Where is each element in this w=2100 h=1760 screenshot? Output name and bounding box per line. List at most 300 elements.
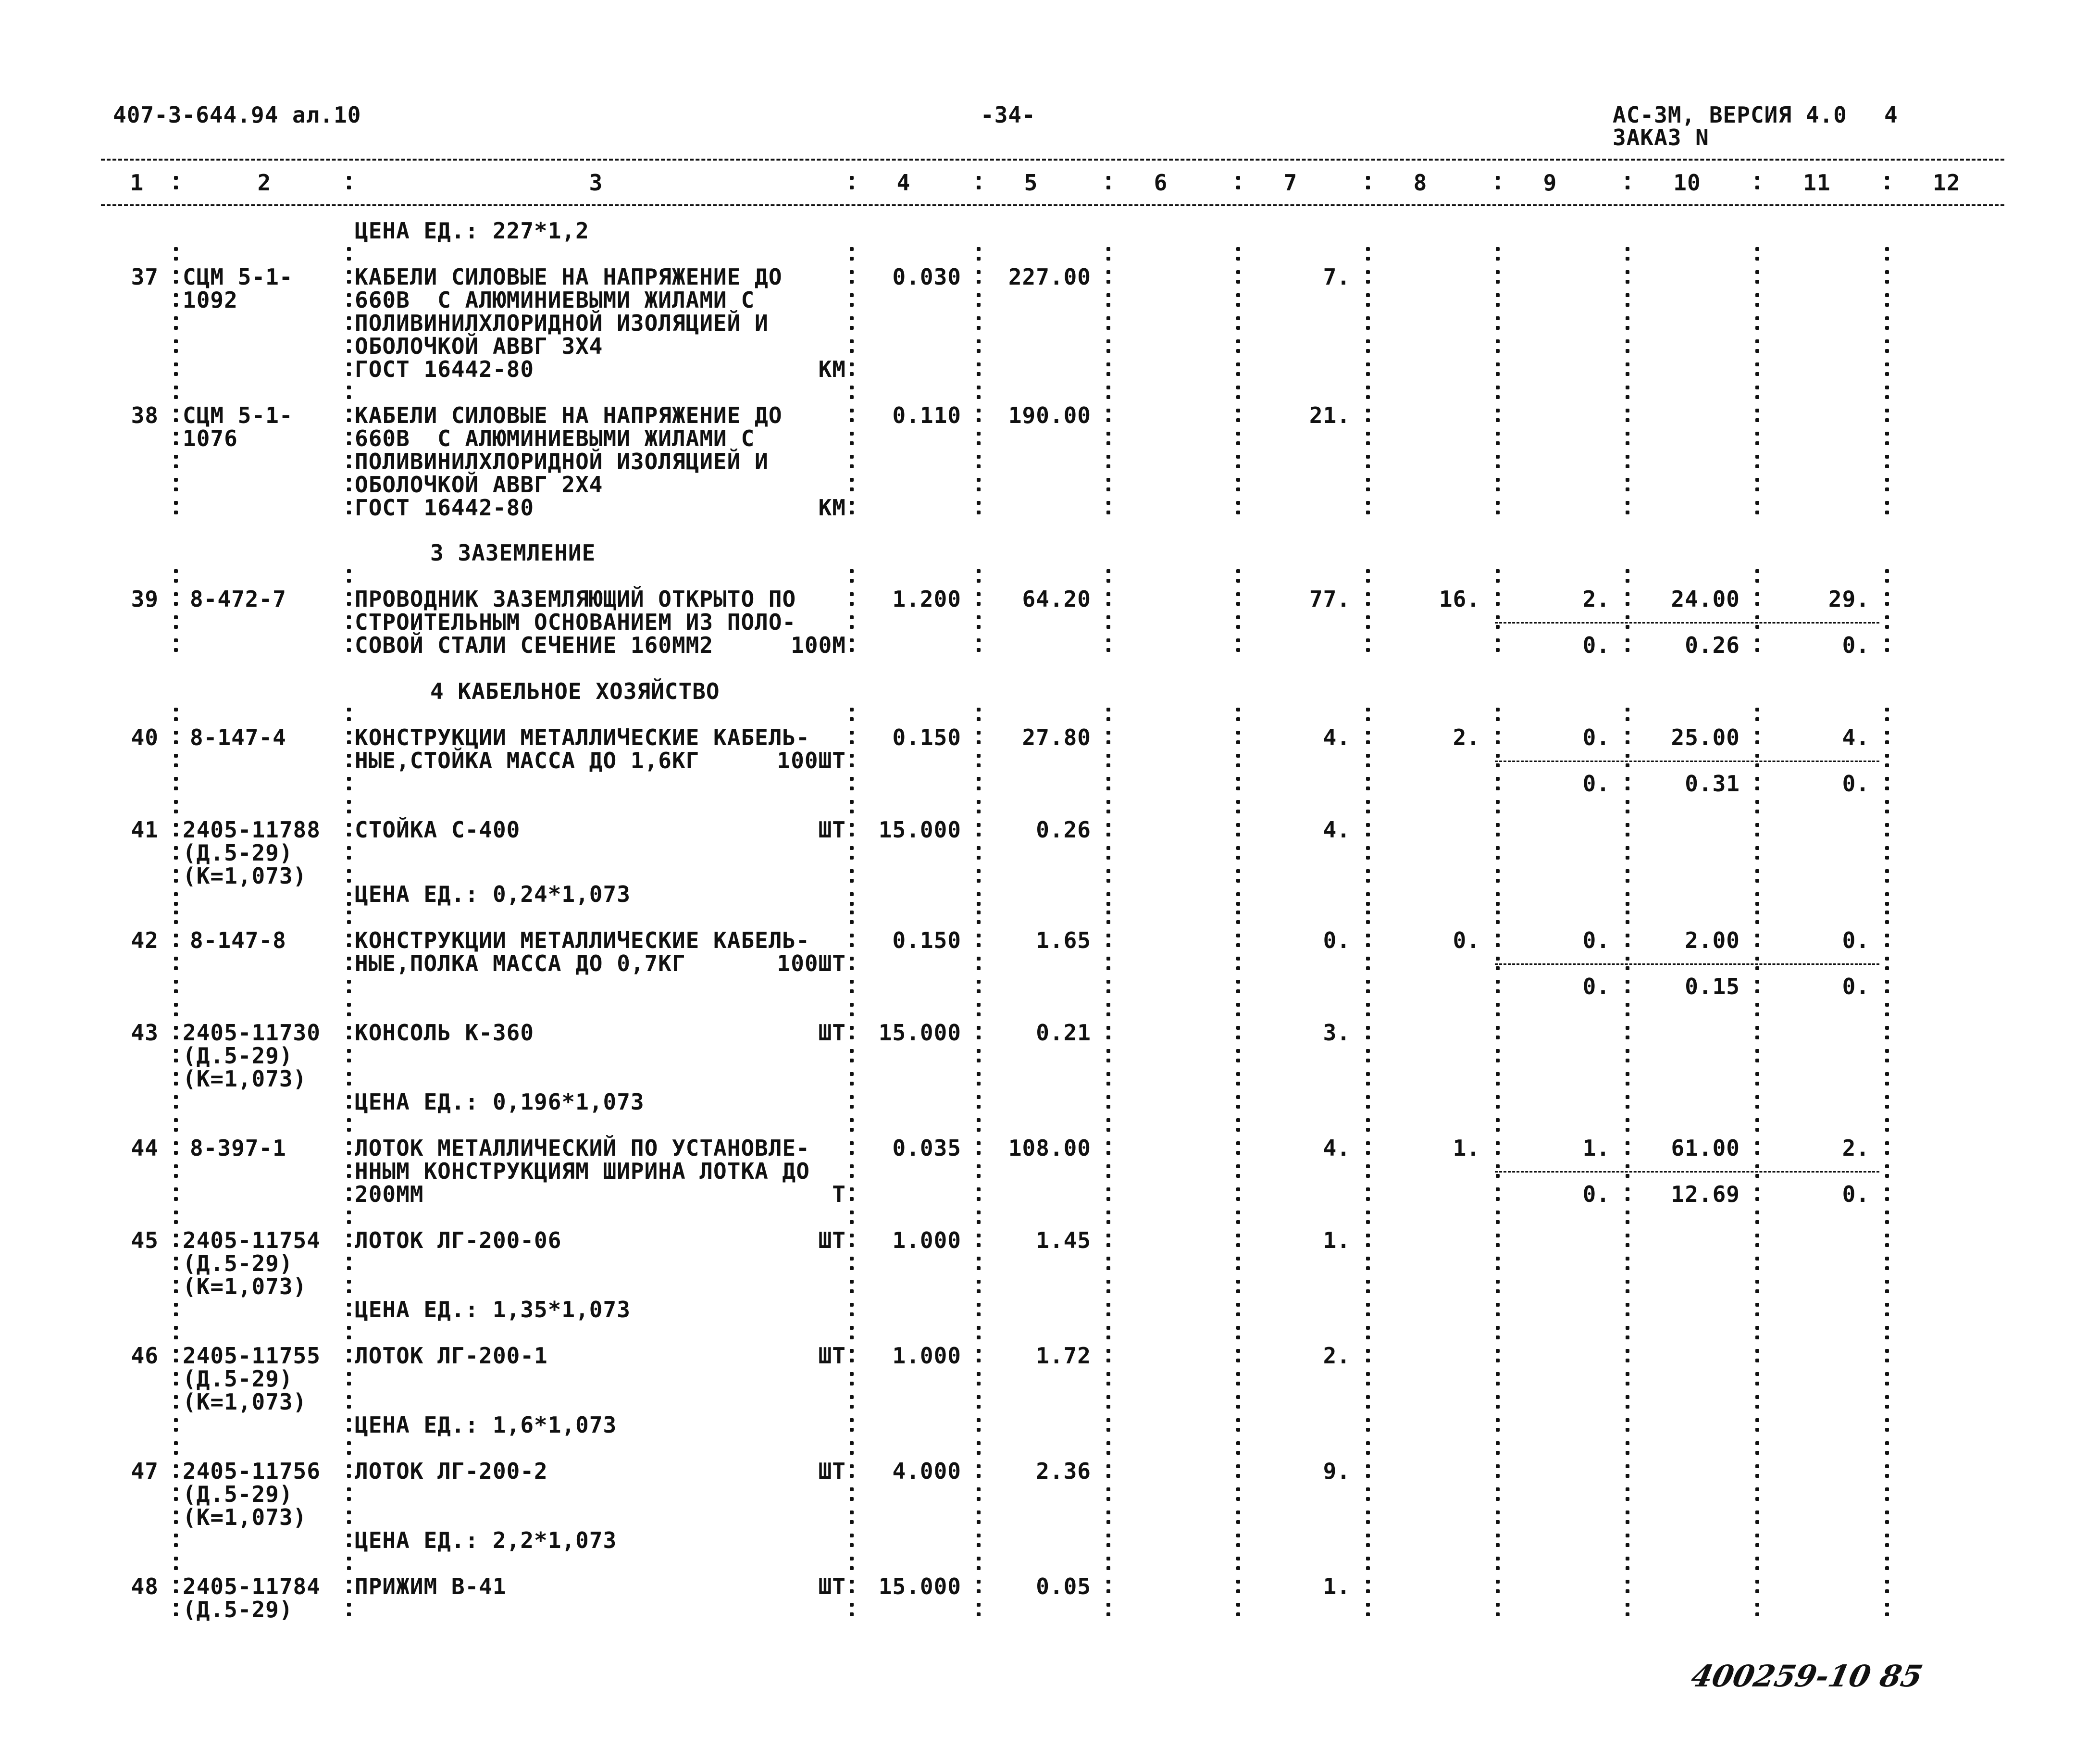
column-separator	[977, 288, 981, 312]
row-code: 1092	[183, 287, 238, 313]
column-separator	[174, 1252, 178, 1275]
column-separator	[1366, 242, 1370, 265]
cell-c7: 1.	[1323, 1573, 1351, 1599]
column-separator	[347, 818, 351, 841]
column-separator	[1755, 1298, 1759, 1321]
column-separator	[977, 1460, 981, 1483]
column-separator	[1106, 288, 1110, 312]
column-separator	[1236, 998, 1240, 1021]
column-separator	[1366, 1529, 1370, 1552]
header-rule-bottom	[101, 204, 2004, 206]
column-separator	[174, 1160, 178, 1183]
column-separator	[1496, 929, 1500, 952]
cell-c4: 1.000	[892, 1227, 961, 1253]
column-separator	[1496, 1413, 1500, 1436]
column-separator	[1236, 450, 1240, 473]
column-separator	[1626, 1090, 1629, 1113]
col-10: 10	[1673, 170, 1701, 196]
column-separator	[1496, 1460, 1500, 1483]
col-9: 9	[1543, 170, 1557, 196]
cell-c10-sub: 0.15	[1685, 974, 1740, 999]
row-description: СТОЙКА С-400	[355, 817, 521, 843]
row-number: 41	[131, 817, 159, 843]
column-separator	[1106, 1136, 1110, 1160]
column-separator	[1106, 335, 1110, 358]
column-separator	[1366, 288, 1370, 312]
column-separator	[1496, 772, 1500, 795]
row-code: (Д.5-29)	[183, 1597, 293, 1623]
cell-c7: 4.	[1323, 724, 1351, 750]
column-separator	[1366, 564, 1370, 587]
cell-c11-sub: 0.	[1842, 1181, 1870, 1207]
row-unit: ШТ	[818, 1343, 846, 1369]
row-number: 48	[131, 1573, 159, 1599]
column-separator	[1626, 818, 1629, 841]
cell-c7: 21.	[1309, 402, 1351, 428]
column-separator	[347, 265, 351, 288]
column-separator	[1755, 726, 1759, 749]
column-separator	[977, 906, 981, 929]
column-separator	[1496, 1183, 1500, 1206]
column-separator	[1755, 634, 1759, 657]
column-separator	[1366, 335, 1370, 358]
column-separator	[1366, 952, 1370, 975]
row-code: 2405-11755	[183, 1343, 321, 1369]
column-separator	[1496, 450, 1500, 473]
column-separator	[1106, 611, 1110, 634]
row-code: 8-472-7	[190, 586, 286, 612]
column-separator	[977, 1506, 981, 1529]
column-separator	[1236, 564, 1240, 587]
column-separator	[347, 1136, 351, 1160]
column-separator	[1106, 749, 1110, 772]
column-separator	[1496, 1436, 1500, 1460]
cell-c7: 4.	[1323, 1135, 1351, 1161]
cell-c4: 0.150	[892, 724, 961, 750]
column-separator	[1236, 381, 1240, 404]
column-separator	[174, 772, 178, 795]
column-separator	[1236, 404, 1240, 427]
column-separator	[1106, 1183, 1110, 1206]
column-separator	[174, 1090, 178, 1113]
cell-c5: 190.00	[1008, 402, 1091, 428]
column-separator	[850, 1367, 854, 1390]
column-separator	[1626, 998, 1629, 1021]
column-separator	[977, 1552, 981, 1575]
column-separator	[1106, 1090, 1110, 1113]
cell-c7: 7.	[1323, 264, 1351, 290]
cell-c11-sub: 0.	[1842, 632, 1870, 658]
column-separator	[1626, 634, 1629, 657]
column-separator	[1885, 634, 1889, 657]
column-separator	[1366, 1183, 1370, 1206]
column-separator	[850, 496, 854, 519]
column-separator	[1755, 1183, 1759, 1206]
column-separator	[1755, 818, 1759, 841]
cell-c5: 2.36	[1036, 1458, 1091, 1484]
column-separator	[1106, 1598, 1110, 1621]
column-separator	[1106, 975, 1110, 998]
column-separator	[977, 1436, 981, 1460]
column-separator	[174, 404, 178, 427]
column-separator	[1236, 611, 1240, 634]
column-separator	[347, 1206, 351, 1229]
column-separator	[1366, 906, 1370, 929]
column-separator	[1496, 242, 1500, 265]
row-code: (Д.5-29)	[183, 1481, 293, 1507]
column-separator	[850, 1067, 854, 1090]
column-separator	[1106, 1390, 1110, 1413]
column-separator	[850, 473, 854, 496]
column-separator	[1496, 312, 1500, 335]
column-separator	[347, 587, 351, 611]
column-separator	[174, 1506, 178, 1529]
column-separator	[174, 841, 178, 864]
column-separator	[174, 1483, 178, 1506]
column-separator	[1236, 1229, 1240, 1252]
column-separator	[1236, 1460, 1240, 1483]
price-line: ЦЕНА ЕД.: 0,24*1,073	[355, 881, 631, 907]
column-separator	[977, 265, 981, 288]
column-separator	[174, 726, 178, 749]
row-unit: 100М	[791, 632, 846, 658]
column-separator	[347, 381, 351, 404]
column-separator	[1236, 427, 1240, 450]
column-separator	[977, 1229, 981, 1252]
column-separator	[850, 864, 854, 887]
column-separator	[1626, 312, 1629, 335]
column-separator	[850, 1575, 854, 1598]
column-separator	[347, 726, 351, 749]
column-separator	[977, 772, 981, 795]
column-separator	[1885, 906, 1889, 929]
row-code: (К=1,073)	[183, 1504, 307, 1530]
cell-c11: 2.	[1842, 1135, 1870, 1161]
column-separator	[1496, 1575, 1500, 1598]
column-separator	[850, 1506, 854, 1529]
row-number: 38	[131, 402, 159, 428]
column-separator	[850, 427, 854, 450]
column-separator	[1236, 1506, 1240, 1529]
column-separator	[1106, 358, 1110, 381]
column-separator	[347, 564, 351, 587]
column-separator	[1755, 998, 1759, 1021]
column-separator	[1236, 841, 1240, 864]
row-code: 2405-11730	[183, 1020, 321, 1046]
column-separator	[1496, 975, 1500, 998]
column-separator	[850, 171, 854, 194]
column-separator	[850, 1136, 854, 1160]
column-separator	[1755, 358, 1759, 381]
column-separator	[1106, 242, 1110, 265]
column-separator	[1885, 749, 1889, 772]
column-separator	[1755, 795, 1759, 818]
column-separator	[1626, 242, 1629, 265]
column-separator	[850, 818, 854, 841]
column-separator	[850, 1483, 854, 1506]
cell-c10: 61.00	[1671, 1135, 1740, 1161]
column-separator	[1626, 1390, 1629, 1413]
row-description: ОБОЛОЧКОЙ АВВГ 2Х4	[355, 472, 603, 498]
column-separator	[347, 1506, 351, 1529]
column-separator	[850, 975, 854, 998]
cell-c4: 0.110	[892, 402, 961, 428]
column-separator	[850, 703, 854, 726]
column-separator	[1106, 952, 1110, 975]
column-separator	[850, 1598, 854, 1621]
column-separator	[1366, 726, 1370, 749]
cell-c11: 29.	[1828, 586, 1870, 612]
column-separator	[1885, 312, 1889, 335]
column-separator	[174, 335, 178, 358]
column-separator	[347, 795, 351, 818]
column-separator	[1885, 381, 1889, 404]
column-separator	[347, 1090, 351, 1113]
row-description: НЫЕ,СТОЙКА МАССА ДО 1,6КГ	[355, 748, 700, 774]
column-separator	[1626, 1113, 1629, 1136]
column-separator	[1755, 335, 1759, 358]
column-separator	[1626, 952, 1629, 975]
column-separator	[850, 587, 854, 611]
column-separator	[1106, 1021, 1110, 1044]
column-separator	[1626, 1206, 1629, 1229]
column-separator	[850, 1206, 854, 1229]
column-separator	[1885, 818, 1889, 841]
column-separator	[1106, 634, 1110, 657]
column-separator	[1626, 1483, 1629, 1506]
column-separator	[347, 864, 351, 887]
column-separator	[1106, 818, 1110, 841]
row-description: ПОЛИВИНИЛХЛОРИДНОЙ ИЗОЛЯЦИЕЙ И	[355, 449, 769, 474]
column-separator	[174, 1021, 178, 1044]
column-separator	[1236, 1136, 1240, 1160]
column-separator	[1496, 1552, 1500, 1575]
column-separator	[1755, 312, 1759, 335]
column-separator	[347, 496, 351, 519]
cell-c5: 27.80	[1022, 724, 1091, 750]
column-separator	[1236, 1483, 1240, 1506]
column-separator	[977, 1575, 981, 1598]
row-description: НЫЕ,ПОЛКА МАССА ДО 0,7КГ	[355, 950, 686, 976]
column-separator	[1366, 1483, 1370, 1506]
column-separator	[1366, 634, 1370, 657]
cell-c4: 4.000	[892, 1458, 961, 1484]
column-separator	[1366, 1506, 1370, 1529]
column-separator	[1496, 288, 1500, 312]
row-unit: КМ	[818, 356, 846, 382]
column-separator	[1496, 1021, 1500, 1044]
column-separator	[1496, 335, 1500, 358]
program-name: АС-3М, ВЕРСИЯ 4.0	[1613, 102, 1847, 128]
cell-c10-sub: 12.69	[1671, 1181, 1740, 1207]
column-separator	[1106, 1575, 1110, 1598]
column-separator	[1236, 1390, 1240, 1413]
column-separator	[347, 427, 351, 450]
column-separator	[1885, 358, 1889, 381]
row-code: 2405-11756	[183, 1458, 321, 1484]
column-separator	[1236, 1113, 1240, 1136]
row-code: 2405-11788	[183, 817, 321, 843]
column-separator	[850, 795, 854, 818]
column-separator	[347, 171, 351, 194]
column-separator	[1236, 952, 1240, 975]
column-separator	[1366, 703, 1370, 726]
column-separator	[1885, 1321, 1889, 1344]
column-separator	[850, 381, 854, 404]
col-2: 2	[257, 170, 272, 196]
column-separator	[1496, 1090, 1500, 1113]
column-separator	[1106, 1067, 1110, 1090]
column-separator	[1885, 1506, 1889, 1529]
row-code: (К=1,073)	[183, 1389, 307, 1415]
column-separator	[174, 1206, 178, 1229]
column-separator	[1755, 975, 1759, 998]
column-separator	[1885, 1344, 1889, 1367]
column-separator	[1366, 1044, 1370, 1067]
column-separator	[1755, 450, 1759, 473]
column-separator	[174, 1436, 178, 1460]
column-separator	[347, 1552, 351, 1575]
program-num: 4	[1884, 102, 1898, 128]
column-separator	[1366, 772, 1370, 795]
column-separator	[347, 749, 351, 772]
column-separator	[850, 312, 854, 335]
column-separator	[174, 1367, 178, 1390]
column-separator	[1755, 929, 1759, 952]
column-separator	[1626, 975, 1629, 998]
column-separator	[1885, 795, 1889, 818]
column-separator	[1366, 1298, 1370, 1321]
column-separator	[850, 929, 854, 952]
column-separator	[1885, 1275, 1889, 1298]
column-separator	[1755, 1229, 1759, 1252]
row-description: КОНСТРУКЦИИ МЕТАЛЛИЧЕСКИЕ КАБЕЛЬ-	[355, 927, 810, 953]
column-separator	[174, 1113, 178, 1136]
row-code: 8-397-1	[190, 1135, 286, 1161]
column-separator	[1106, 1506, 1110, 1529]
cell-c4: 0.150	[892, 927, 961, 953]
column-separator	[850, 1552, 854, 1575]
subtotal-rule	[1495, 761, 1879, 762]
column-separator	[1626, 1136, 1629, 1160]
column-separator	[850, 998, 854, 1021]
column-separator	[347, 1436, 351, 1460]
column-separator	[1106, 312, 1110, 335]
column-separator	[1626, 611, 1629, 634]
column-separator	[977, 1344, 981, 1367]
column-separator	[1626, 450, 1629, 473]
column-separator	[1626, 496, 1629, 519]
column-separator	[1496, 427, 1500, 450]
column-separator	[850, 772, 854, 795]
column-separator	[1106, 1206, 1110, 1229]
column-separator	[1236, 906, 1240, 929]
row-number: 47	[131, 1458, 159, 1484]
column-separator	[1885, 473, 1889, 496]
column-separator	[1755, 242, 1759, 265]
order-label: ЗАКАЗ N	[1613, 125, 1709, 150]
col-11: 11	[1803, 170, 1831, 196]
header-rule-top	[101, 159, 2004, 161]
column-separator	[1885, 929, 1889, 952]
column-separator	[850, 1413, 854, 1436]
column-separator	[1885, 1413, 1889, 1436]
column-separator	[1366, 1575, 1370, 1598]
cell-c7: 3.	[1323, 1020, 1351, 1046]
column-separator	[977, 1298, 981, 1321]
column-separator	[1106, 1044, 1110, 1067]
column-separator	[174, 1575, 178, 1598]
column-separator	[347, 952, 351, 975]
row-code: (Д.5-29)	[183, 1250, 293, 1276]
row-description: КАБЕЛИ СИЛОВЫЕ НА НАПРЯЖЕНИЕ ДО	[355, 402, 783, 428]
column-separator	[1366, 1206, 1370, 1229]
column-separator	[1626, 703, 1629, 726]
column-separator	[850, 1298, 854, 1321]
column-separator	[1885, 1298, 1889, 1321]
column-separator	[347, 1575, 351, 1598]
column-separator	[977, 1367, 981, 1390]
column-separator	[1626, 749, 1629, 772]
column-separator	[1366, 1321, 1370, 1344]
column-separator	[1236, 473, 1240, 496]
column-separator	[1106, 1252, 1110, 1275]
column-separator	[347, 1021, 351, 1044]
column-separator	[1755, 611, 1759, 634]
column-separator	[1885, 1044, 1889, 1067]
column-separator	[850, 242, 854, 265]
cell-c9: 0.	[1582, 927, 1610, 953]
column-separator	[977, 726, 981, 749]
column-separator	[174, 1321, 178, 1344]
column-separator	[850, 1529, 854, 1552]
cell-c8: 0.	[1453, 927, 1480, 953]
column-separator	[1626, 1344, 1629, 1367]
column-separator	[347, 929, 351, 952]
column-separator	[1236, 1436, 1240, 1460]
column-separator	[1236, 1413, 1240, 1436]
column-separator	[1885, 998, 1889, 1021]
column-separator	[1755, 496, 1759, 519]
column-separator	[1236, 703, 1240, 726]
column-separator	[977, 975, 981, 998]
column-separator	[1366, 611, 1370, 634]
col-6: 6	[1154, 170, 1168, 196]
column-separator	[347, 1113, 351, 1136]
cell-c10: 25.00	[1671, 724, 1740, 750]
column-separator	[977, 242, 981, 265]
column-separator	[1626, 473, 1629, 496]
column-separator	[1106, 473, 1110, 496]
column-separator	[850, 564, 854, 587]
column-separator	[1755, 587, 1759, 611]
column-separator	[1106, 795, 1110, 818]
cell-c9: 1.	[1582, 1135, 1610, 1161]
column-separator	[1885, 1529, 1889, 1552]
column-separator	[1755, 1206, 1759, 1229]
column-separator	[1366, 1067, 1370, 1090]
column-separator	[1366, 1136, 1370, 1160]
column-separator	[1755, 1367, 1759, 1390]
cell-c10: 2.00	[1685, 927, 1740, 953]
cell-c5: 1.65	[1036, 927, 1091, 953]
column-separator	[1885, 1367, 1889, 1390]
column-separator	[1236, 312, 1240, 335]
column-separator	[347, 1344, 351, 1367]
cell-c5: 1.45	[1036, 1227, 1091, 1253]
column-separator	[1366, 1252, 1370, 1275]
column-separator	[174, 496, 178, 519]
